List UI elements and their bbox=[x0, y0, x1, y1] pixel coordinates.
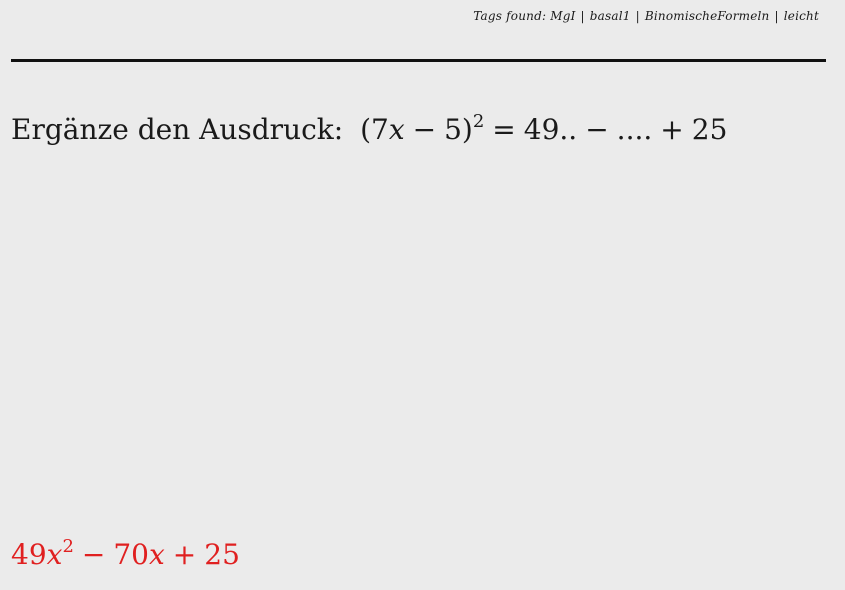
lhs-exponent: 2 bbox=[472, 111, 485, 132]
tags-line bbox=[473, 9, 819, 23]
question-prompt: Ergänze den Ausdruck: bbox=[11, 113, 344, 146]
answer-coef1: 49 bbox=[11, 538, 47, 571]
rhs-first-term: 49.. bbox=[523, 113, 578, 146]
rhs-constant: 25 bbox=[691, 113, 728, 146]
tag-separator: | bbox=[774, 9, 779, 23]
lhs-minus: − bbox=[412, 113, 437, 146]
question-expression bbox=[360, 113, 727, 146]
lhs-open: (7 bbox=[360, 113, 389, 146]
answer-exponent: 2 bbox=[62, 536, 74, 557]
answer-var1: x bbox=[46, 538, 63, 571]
tag-binomische-formeln: BinomischeFormeln bbox=[644, 9, 770, 23]
tag-basal1: basal1 bbox=[589, 9, 631, 23]
tag-leicht: leicht bbox=[783, 9, 819, 23]
answer-minus: − bbox=[81, 538, 106, 571]
rhs-plus: + bbox=[660, 113, 684, 146]
rhs-minus: − bbox=[585, 113, 609, 146]
tags-prefix: Tags found: bbox=[473, 9, 547, 23]
rhs-blank: .... bbox=[616, 113, 653, 146]
header-divider bbox=[11, 59, 826, 62]
tag-separator: | bbox=[635, 9, 640, 23]
answer-text bbox=[11, 538, 240, 571]
answer-plus: + bbox=[172, 538, 197, 571]
lhs-constant: 5) bbox=[444, 113, 473, 146]
lhs-variable: x bbox=[388, 113, 405, 146]
equals-sign: = bbox=[492, 113, 516, 146]
tag-mgi: MgI bbox=[550, 9, 576, 23]
answer-var2: x bbox=[149, 538, 165, 571]
question-text bbox=[11, 113, 727, 146]
answer-constant: 25 bbox=[204, 538, 240, 571]
answer-coef2: 70 bbox=[113, 538, 149, 571]
tag-separator: | bbox=[580, 9, 585, 23]
